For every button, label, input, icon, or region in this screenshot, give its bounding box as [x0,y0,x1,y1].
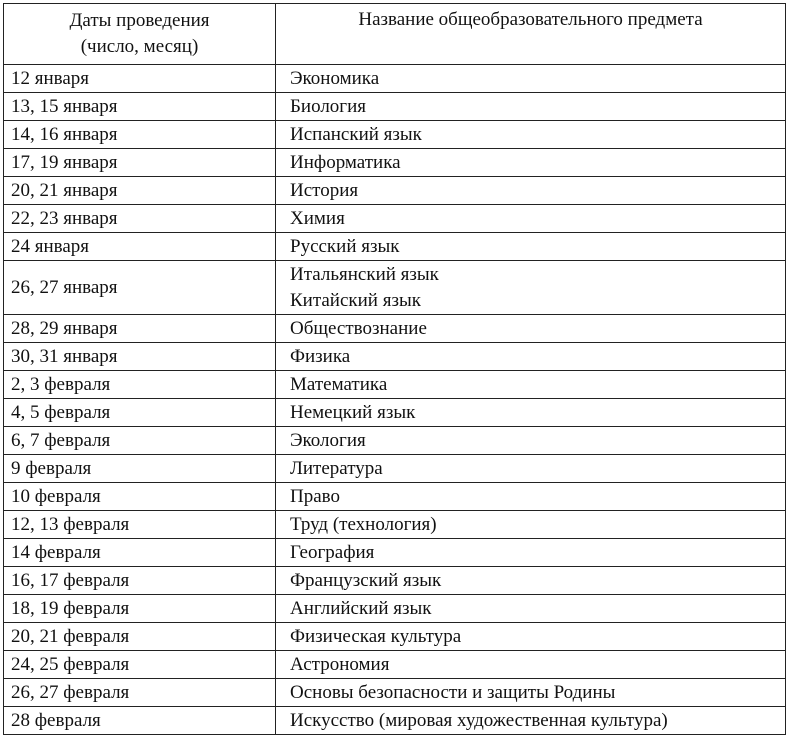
table-row [4,427,786,455]
subject-cell [276,651,786,679]
date-cell: 10 февраля [4,483,276,511]
subject-name: Искусство (мировая художественная культура) [290,709,668,731]
date-cell: 18, 19 февраля [4,595,276,623]
subject-name: Обществознание [290,317,427,339]
date-cell: 6, 7 февраля [4,427,276,455]
subject-name: Математика [290,373,388,395]
subject-cell [276,399,786,427]
subject-name: Физика [290,345,351,367]
subject-name: Информатика [290,151,401,173]
date-cell: 14 февраля [4,539,276,567]
subject-cell [276,315,786,343]
date-cell: 17, 19 января [4,149,276,177]
date-cell: 2, 3 февраля [4,371,276,399]
date-cell: 9 февраля [4,455,276,483]
subject-name: Испанский язык [290,123,422,145]
subject-name: Основы безопасности и защиты Родины [290,681,616,703]
subject-name: Экология [290,429,366,451]
table-row [4,149,786,177]
table-header-row [4,4,786,65]
subject-name: Труд (технология) [290,513,437,535]
subject-name: Экономика [290,67,380,89]
subject-name: История [290,179,359,201]
date-cell: 20, 21 января [4,177,276,205]
subject-name: Физическая культура [290,625,462,647]
date-cell: 24, 25 февраля [4,651,276,679]
date-cell: 26, 27 января [4,261,276,315]
date-cell: 12, 13 февраля [4,511,276,539]
subject-name: Итальянский язык [290,263,439,285]
subject-name: Немецкий язык [290,401,416,423]
subject-cell [276,233,786,261]
table-row [4,651,786,679]
subject-cell [276,707,786,735]
date-cell: 28 февраля [4,707,276,735]
table-row [4,623,786,651]
subject-cell [276,121,786,149]
table-row [4,399,786,427]
date-cell: 22, 23 января [4,205,276,233]
table-row [4,567,786,595]
subject-name: Астрономия [290,653,390,675]
date-cell: 24 января [4,233,276,261]
subject-cell [276,343,786,371]
table-row [4,455,786,483]
dates-header-line1: Даты проведения [69,10,210,31]
date-cell: 4, 5 февраля [4,399,276,427]
date-cell: 26, 27 февраля [4,679,276,707]
date-cell: 30, 31 января [4,343,276,371]
dates-header-line2: (число, месяц) [80,36,199,57]
table-row [4,93,786,121]
subject-cell [276,177,786,205]
subject-name: Право [290,485,340,507]
table-row [4,121,786,149]
table-row [4,511,786,539]
subject-name: Литература [290,457,383,479]
subject-cell [276,483,786,511]
table-row [4,371,786,399]
subject-cell [276,679,786,707]
subject-cell [276,455,786,483]
subject-cell [276,427,786,455]
table-row [4,595,786,623]
date-cell: 14, 16 января [4,121,276,149]
date-cell: 13, 15 января [4,93,276,121]
table-row [4,483,786,511]
subject-name: География [290,541,375,563]
dates-column-header [4,4,276,65]
table-row [4,315,786,343]
date-cell: 20, 21 февраля [4,623,276,651]
table-row [4,539,786,567]
subject-column-header: Название общеобразовательного предмета [276,4,786,65]
date-cell: 16, 17 февраля [4,567,276,595]
subject-cell [276,149,786,177]
subject-name: Биология [290,95,367,117]
date-cell: 28, 29 января [4,315,276,343]
subject-cell [276,595,786,623]
subject-cell [276,623,786,651]
subject-cell [276,567,786,595]
subject-name: Русский язык [290,235,400,257]
table-row [4,65,786,93]
subject-cell [276,65,786,93]
table-row [4,343,786,371]
table-row [4,233,786,261]
subject-cell [276,511,786,539]
subject-cell [276,371,786,399]
subject-cell [276,261,786,315]
table-row [4,707,786,735]
subject-cell [276,539,786,567]
olympiad-schedule-table [3,3,786,735]
table-row [4,679,786,707]
table-row [4,261,786,315]
subject-cell [276,93,786,121]
subject-cell [276,205,786,233]
subject-name: Китайский язык [290,289,421,311]
subject-name: Английский язык [290,597,432,619]
table-row [4,177,786,205]
subject-name: Химия [290,207,345,229]
table-row [4,205,786,233]
subject-name: Французский язык [290,569,442,591]
date-cell: 12 января [4,65,276,93]
